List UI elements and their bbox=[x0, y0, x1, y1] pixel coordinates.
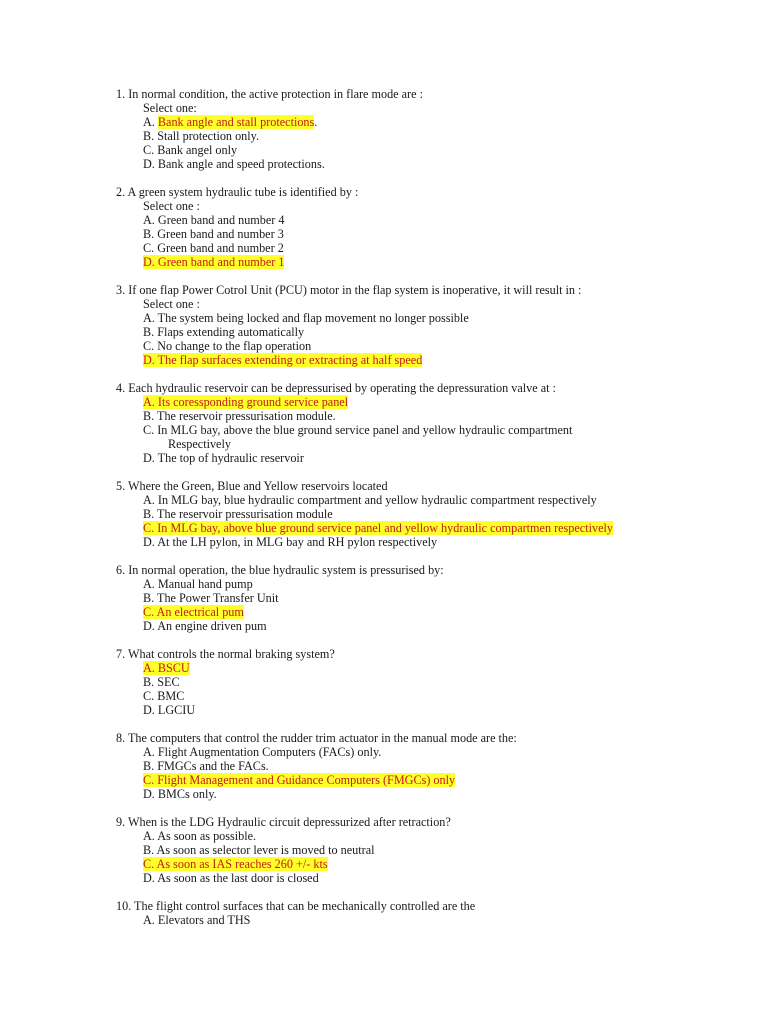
answer-highlight: C. Flight Management and Guidance Computers (FMGCs) only bbox=[143, 773, 456, 787]
option-b: B. SEC bbox=[143, 675, 180, 689]
answer-highlight: D. The flap surfaces extending or extracting at half speed bbox=[143, 353, 423, 367]
option-c: C. BMC bbox=[143, 689, 185, 703]
question-6 bbox=[116, 563, 756, 633]
option-c-continuation: Respectively bbox=[168, 437, 231, 451]
question-stem: 6. In normal operation, the blue hydraulic system is pressurised by: bbox=[116, 563, 444, 577]
option-a: A. In MLG bay, blue hydraulic compartment and yellow hydraulic compartment respectively bbox=[143, 493, 597, 507]
option-d: D. BMCs only. bbox=[143, 787, 217, 801]
option-b: B. Flaps extending automatically bbox=[143, 325, 305, 339]
answer-highlight: C. An electrical pum bbox=[143, 605, 244, 619]
quiz-document bbox=[116, 87, 756, 941]
question-1 bbox=[116, 87, 756, 171]
option-c bbox=[116, 857, 756, 871]
answer-highlight: A. Its coressponding ground service panel bbox=[143, 395, 349, 409]
question-stem: 7. What controls the normal braking system? bbox=[116, 647, 335, 661]
question-stem: 4. Each hydraulic reservoir can be depressurised by operating the depressuration valve at : bbox=[116, 381, 556, 395]
option-a: A. Bank angle and stall protections. bbox=[143, 115, 318, 129]
option-a: A. Manual hand pump bbox=[143, 577, 253, 591]
option-c: C. Green band and number 2 bbox=[143, 241, 284, 255]
question-stem: 8. The computers that control the rudder trim actuator in the manual mode are the: bbox=[116, 731, 517, 745]
option-d: D. An engine driven pum bbox=[143, 619, 267, 633]
question-stem: 5. Where the Green, Blue and Yellow reservoirs located bbox=[116, 479, 388, 493]
question-stem: 9. When is the LDG Hydraulic circuit depressurized after retraction? bbox=[116, 815, 451, 829]
option-a bbox=[116, 395, 756, 409]
answer-highlight: A. BSCU bbox=[143, 661, 190, 675]
option-d: D. At the LH pylon, in MLG bay and RH pylon respectively bbox=[143, 535, 438, 549]
option-a bbox=[116, 661, 756, 675]
option-a: A. Green band and number 4 bbox=[143, 213, 285, 227]
option-b: B. As soon as selector lever is moved to neutral bbox=[143, 843, 375, 857]
option-a: A. As soon as possible. bbox=[143, 829, 257, 843]
question-5 bbox=[116, 479, 756, 549]
question-9 bbox=[116, 815, 756, 885]
answer-highlight: C. As soon as IAS reaches 260 +/- kts bbox=[143, 857, 328, 871]
option-a: A. Elevators and THS bbox=[143, 913, 251, 927]
question-3 bbox=[116, 283, 756, 367]
question-7 bbox=[116, 647, 756, 717]
option-b: B. Green band and number 3 bbox=[143, 227, 284, 241]
option-c bbox=[116, 605, 756, 619]
option-b: B. FMGCs and the FACs. bbox=[143, 759, 269, 773]
option-b: B. The Power Transfer Unit bbox=[143, 591, 279, 605]
option-d: D. Bank angle and speed protections. bbox=[143, 157, 325, 171]
option-b: B. Stall protection only. bbox=[143, 129, 259, 143]
option-a: A. Flight Augmentation Computers (FACs) only. bbox=[143, 745, 382, 759]
question-8 bbox=[116, 731, 756, 801]
question-stem: 2. A green system hydraulic tube is identified by : bbox=[116, 185, 359, 199]
select-prompt: Select one : bbox=[143, 199, 200, 213]
option-d bbox=[116, 353, 756, 367]
question-stem: 1. In normal condition, the active protection in flare mode are : bbox=[116, 87, 423, 101]
option-c bbox=[116, 773, 756, 787]
question-stem: 3. If one flap Power Cotrol Unit (PCU) motor in the flap system is inoperative, it will result in : bbox=[116, 283, 582, 297]
select-prompt: Select one: bbox=[143, 101, 197, 115]
question-stem: 10. The flight control surfaces that can be mechanically controlled are the bbox=[116, 899, 476, 913]
option-d: D. The top of hydraulic reservoir bbox=[143, 451, 304, 465]
answer-highlight: C. In MLG bay, above blue ground service panel and yellow hydraulic compartmen respectively bbox=[143, 521, 613, 535]
option-d: D. LGCIU bbox=[143, 703, 196, 717]
question-10 bbox=[116, 899, 756, 927]
question-4 bbox=[116, 381, 756, 465]
option-c: C. No change to the flap operation bbox=[143, 339, 312, 353]
option-c: C. Bank angel only bbox=[143, 143, 238, 157]
option-b: B. The reservoir pressurisation module. bbox=[143, 409, 336, 423]
answer-highlight: Bank angle and stall protections bbox=[157, 115, 315, 129]
option-d: D. As soon as the last door is closed bbox=[143, 871, 319, 885]
option-d bbox=[116, 255, 756, 269]
option-c: C. In MLG bay, above the blue ground service panel and yellow hydraulic compartment bbox=[143, 423, 573, 437]
select-prompt: Select one : bbox=[143, 297, 200, 311]
answer-highlight: D. Green band and number 1 bbox=[143, 255, 285, 269]
question-2 bbox=[116, 185, 756, 269]
option-a: A. The system being locked and flap movement no longer possible bbox=[143, 311, 469, 325]
option-b: B. The reservoir pressurisation module bbox=[143, 507, 333, 521]
option-c bbox=[116, 521, 756, 535]
